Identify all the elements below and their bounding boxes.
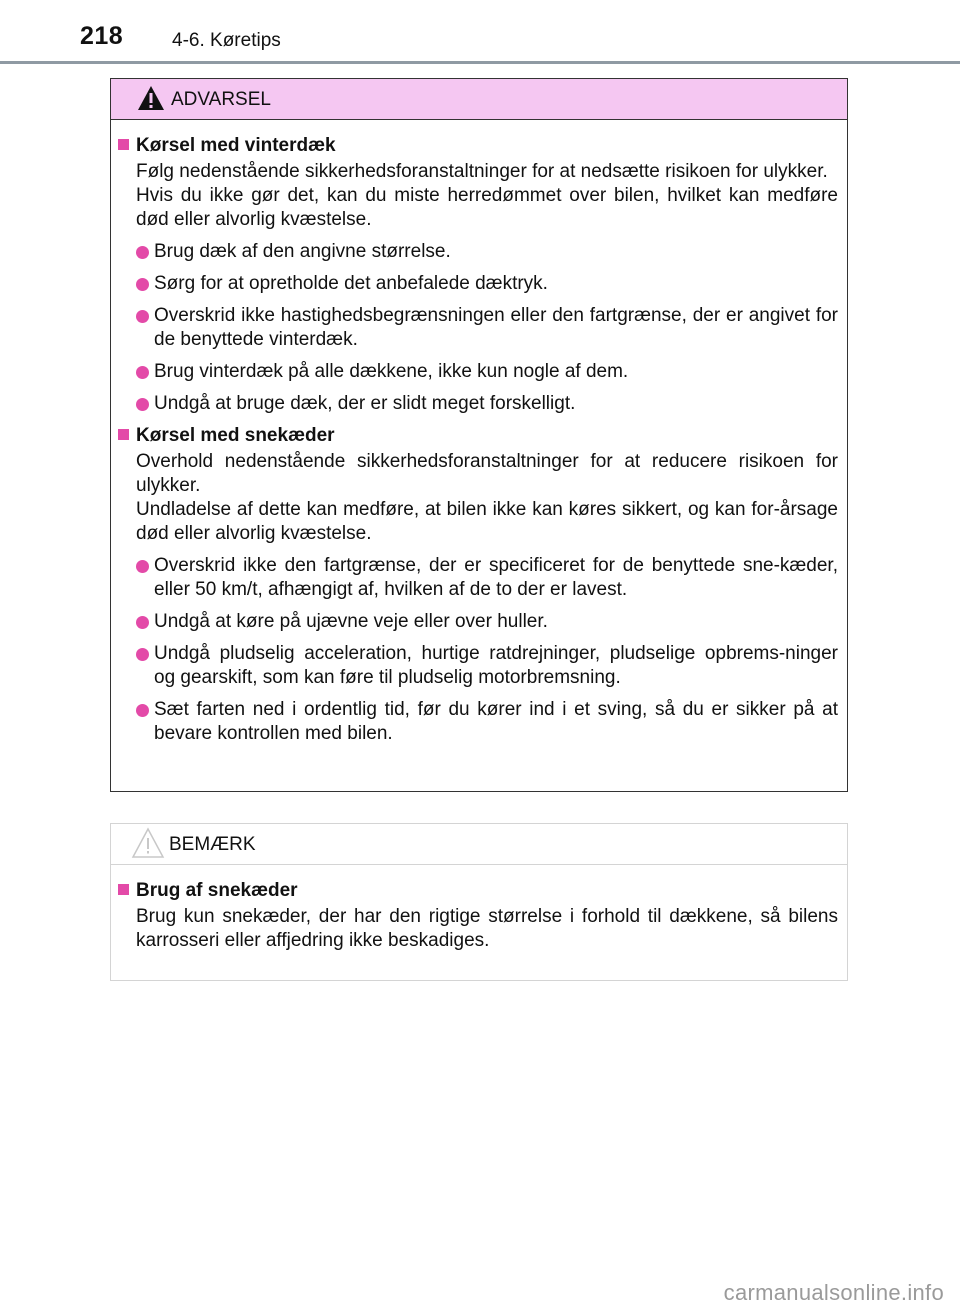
warning-header xyxy=(111,79,847,120)
intro-paragraph: Hvis du ikke gør det, kan du miste herredømmet over bilen, hvilket kan medføre død eller alvorlig kvæstelse. xyxy=(136,185,838,230)
list-item: Undgå at bruge dæk, der er slidt meget forskelligt. xyxy=(118,392,838,416)
note-label: BEMÆRK xyxy=(169,834,256,855)
intro-paragraph: Overhold nedenstående sikkerhedsforanstaltninger for at reducere risikoen for ulykker. xyxy=(136,451,838,496)
note-box xyxy=(110,823,848,981)
square-bullet-icon xyxy=(118,139,129,150)
circle-bullet-icon xyxy=(136,704,149,717)
square-bullet-icon xyxy=(118,884,129,895)
circle-bullet-icon xyxy=(136,246,149,259)
section-heading-snow-chains: Kørsel med snekæder xyxy=(118,424,838,447)
page-header xyxy=(0,0,960,62)
list-item: Brug vinterdæk på alle dækkene, ikke kun nogle af dem. xyxy=(118,360,838,384)
watermark: carmanualsonline.info xyxy=(723,1280,944,1305)
circle-bullet-icon xyxy=(136,560,149,573)
list-item: Brug dæk af den angivne størrelse. xyxy=(118,240,838,264)
intro-paragraph: Følg nedenstående sikkerhedsforanstaltninger for at nedsætte risikoen for ulykker. xyxy=(136,161,828,182)
square-bullet-icon xyxy=(118,429,129,440)
section-title: 4-6. Køretips xyxy=(172,30,281,51)
page-number: 218 xyxy=(80,22,124,50)
circle-bullet-icon xyxy=(136,648,149,661)
circle-bullet-icon xyxy=(136,278,149,291)
section-heading-snow-chain-use: Brug af snekæder xyxy=(118,879,838,902)
warning-body xyxy=(111,120,847,746)
list-item: Overskrid ikke hastighedsbegrænsningen eller den fartgrænse, der er angivet for de benyttede vinterdæk. xyxy=(118,304,838,352)
note-header xyxy=(111,824,847,865)
warning-triangle-icon xyxy=(137,85,165,116)
warning-label: ADVARSEL xyxy=(171,89,271,110)
circle-bullet-icon xyxy=(136,310,149,323)
list-item: Undgå at køre på ujævne veje eller over huller. xyxy=(118,610,838,634)
section-heading-winter-tires: Kørsel med vinterdæk xyxy=(118,134,838,157)
circle-bullet-icon xyxy=(136,616,149,629)
list-item: Sæt farten ned i ordentlig tid, før du kører ind i et sving, så du er sikker på at bevare kontrollen med bilen. xyxy=(118,698,838,746)
note-body xyxy=(111,865,847,953)
circle-bullet-icon xyxy=(136,366,149,379)
note-paragraph: Brug kun snekæder, der har den rigtige størrelse i forhold til dækkene, så bilens karrosseri eller affjedring ikke beskadiges. xyxy=(136,906,838,951)
warning-box xyxy=(110,78,848,792)
list-item: Undgå pludselig acceleration, hurtige ratdrejninger, pludselige opbrems-ninger og gearskift, som kan føre til pludselig motorbremsning. xyxy=(118,642,838,690)
header-divider xyxy=(0,61,960,64)
bullet-list xyxy=(118,554,838,746)
list-item: Sørg for at opretholde det anbefalede dæktryk. xyxy=(118,272,838,296)
bullet-list xyxy=(118,240,838,416)
circle-bullet-icon xyxy=(136,398,149,411)
intro-paragraph: Undladelse af dette kan medføre, at bilen ikke kan køres sikkert, og kan for-årsage død eller alvorlig kvæstelse. xyxy=(136,499,838,544)
list-item: Overskrid ikke den fartgrænse, der er specificeret for de benyttede sne-kæder, eller 50 km/t, afhængigt af, hvilken af de to der er lavest. xyxy=(118,554,838,602)
caution-triangle-outline-icon xyxy=(131,827,165,864)
